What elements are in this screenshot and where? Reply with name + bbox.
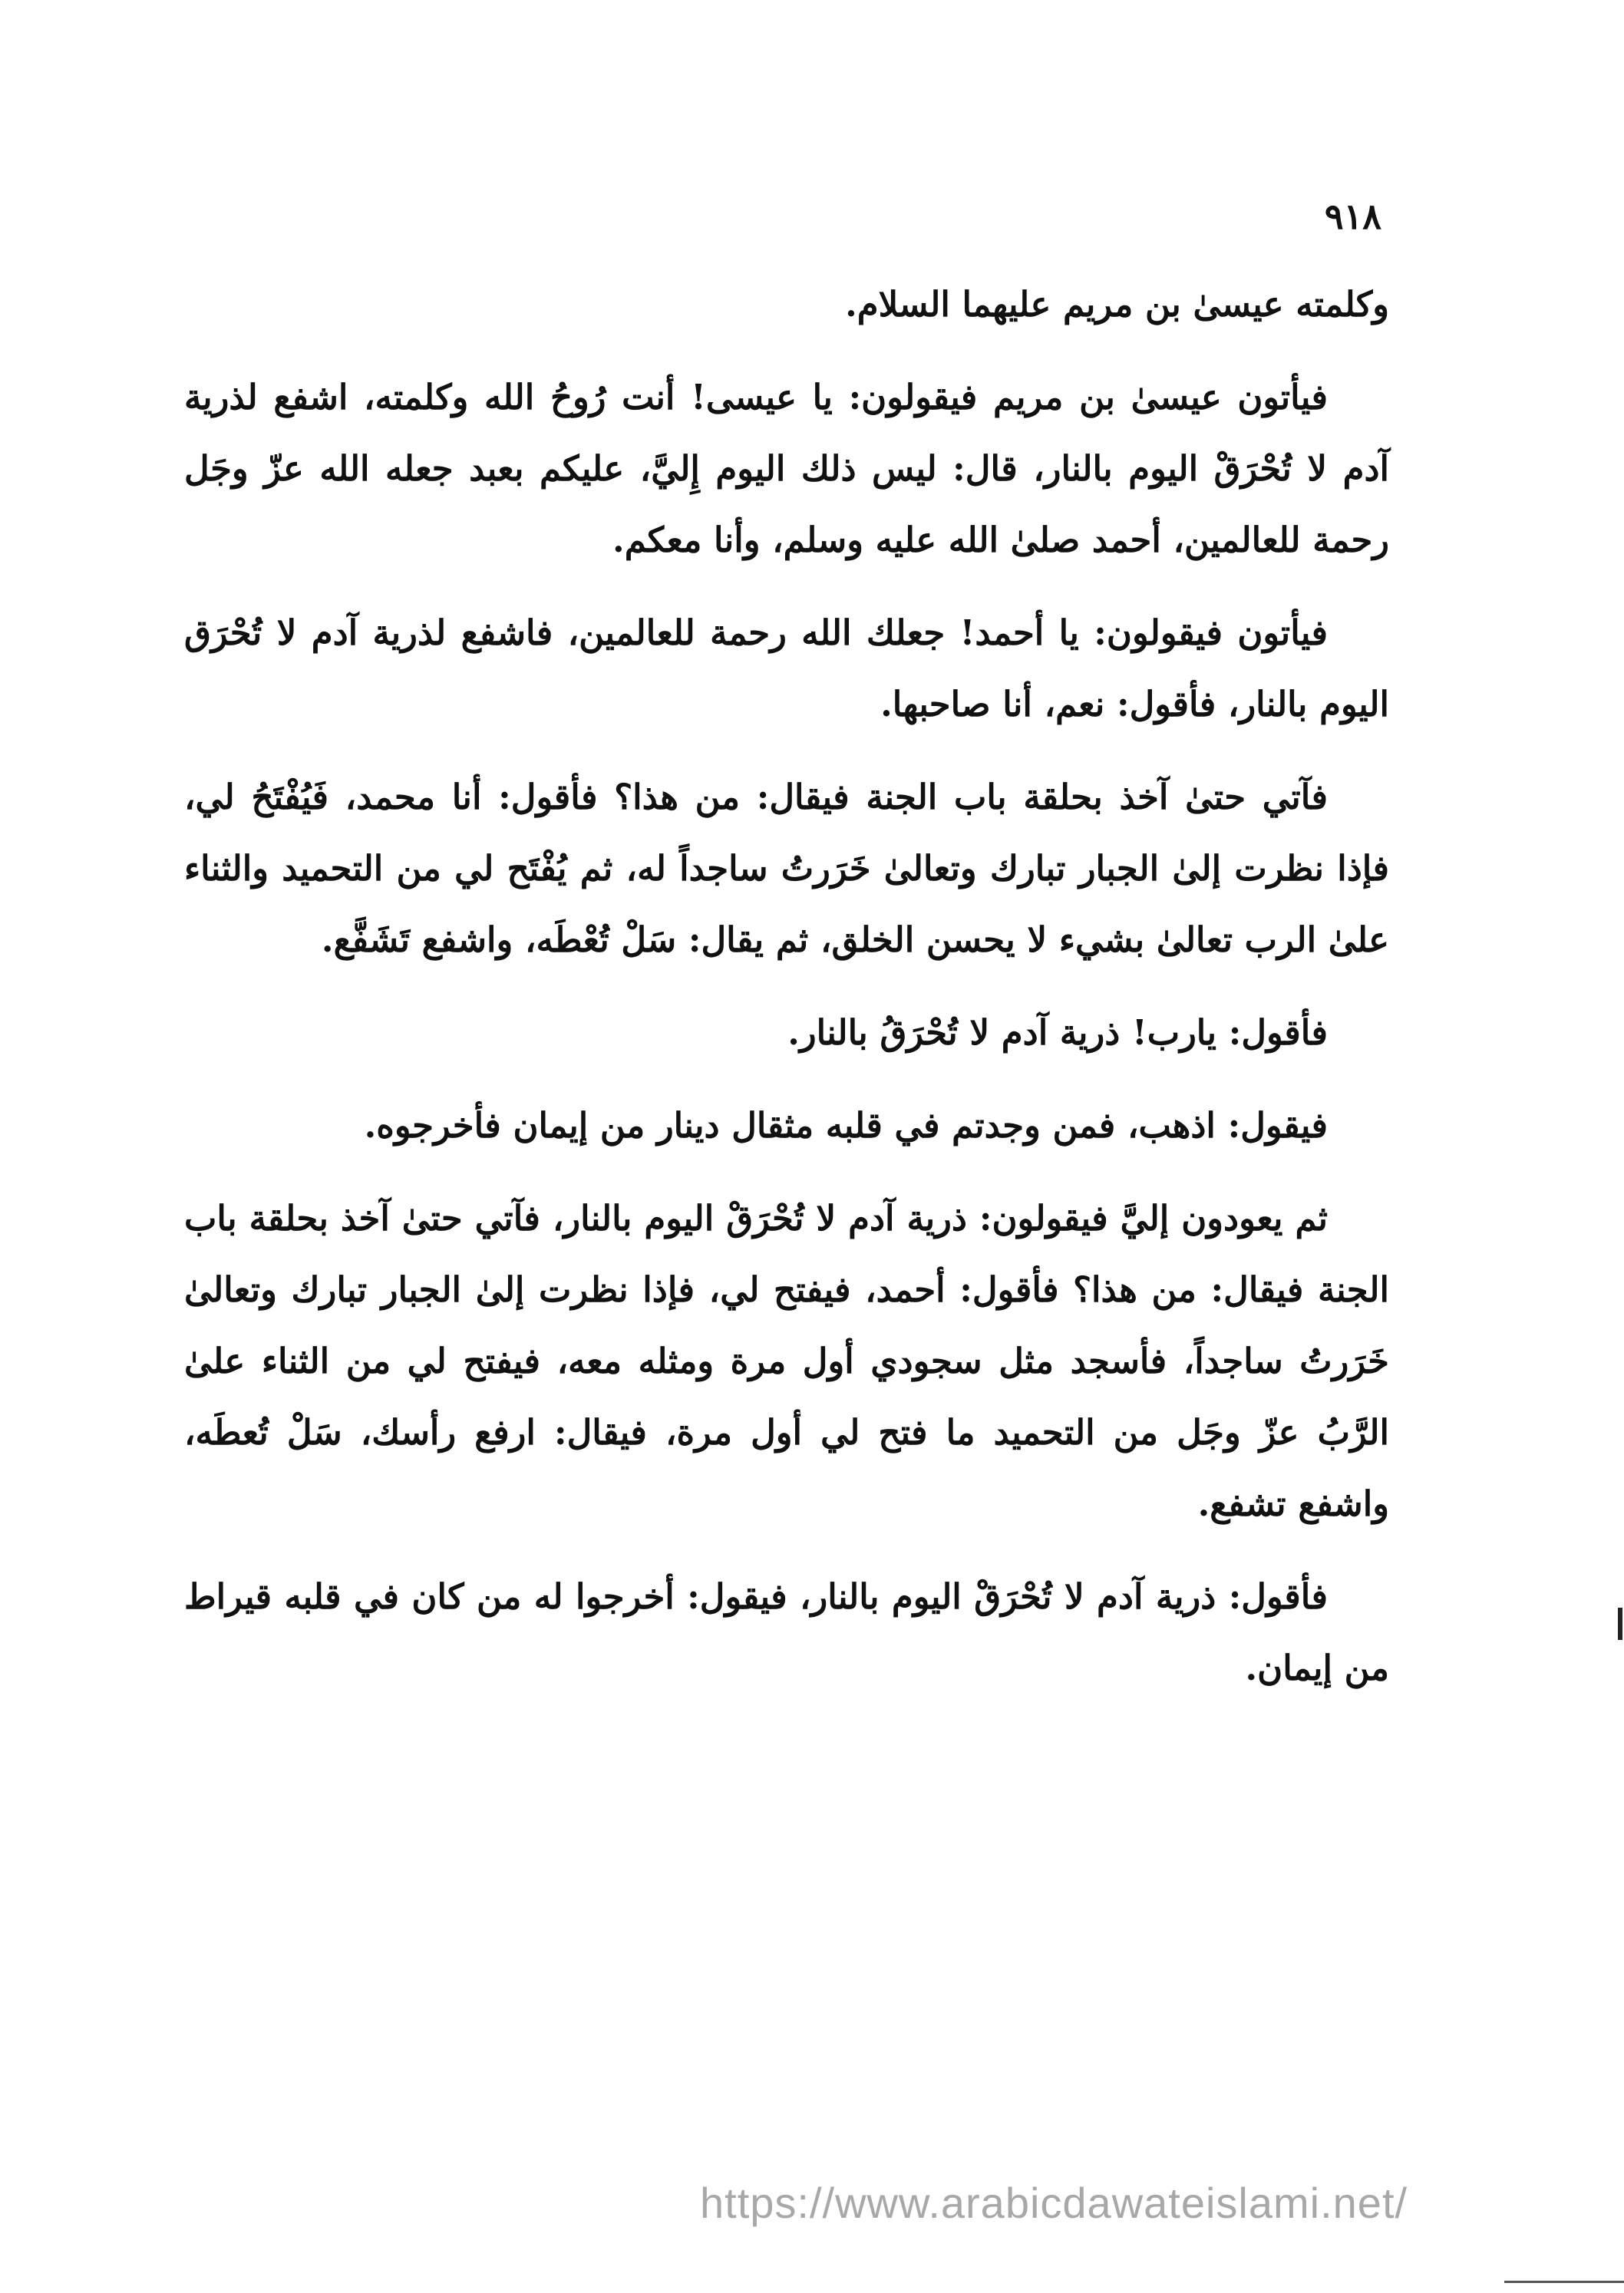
- bottom-scan-line: [1504, 2281, 1624, 2283]
- page-number: ٩١٨: [1324, 196, 1381, 237]
- paragraph: فآتي حتىٰ آخذ بحلقة باب الجنة فيقال: من هذا؟ فأقول: أنا محمد، فَيُفْتَحُ لي، فإذا نظرت إلىٰ الجبار تبارك وتعالىٰ خَرَرتُ ساجداً له، ثم يُفْتَح لي من التحميد والثناء علىٰ الرب تعالىٰ بشيء لا يحسن الخلق، ثم يقال: سَلْ تُعْطَه، واشفع تَشَفَّع.: [184, 777, 1389, 960]
- footer-url: https://www.arabicdawateislami.net/: [700, 2179, 1408, 2227]
- edge-scan-mark: [1618, 1608, 1622, 1640]
- paragraph: وكلمته عيسىٰ بن مريم عليهما السلام.: [845, 284, 1389, 325]
- paragraph: فيأتون عيسىٰ بن مريم فيقولون: يا عيسى! أنت رُوحُ الله وكلمته، اشفع لذرية آدم لا تُحْرَقْ اليوم بالنار، قال: ليس ذلك اليوم إِليَّ، عليكم بعبد جعله الله عزّ وجَل رحمة للعالمين، أحمد صلىٰ الله عليه وسلم، وأنا معكم.: [184, 377, 1389, 560]
- paragraph: ثم يعودون إليَّ فيقولون: ذرية آدم لا تُحْرَقْ اليوم بالنار، فآتي حتىٰ آخذ بحلقة باب الجنة فيقال: من هذا؟ فأقول: أحمد، فيفتح لي، فإذا نظرت إلىٰ الجبار تبارك وتعالىٰ خَرَرتُ ساجداً، فأسجد مثل سجودي أول مرة ومثله معه، فيفتح لي من الثناء علىٰ الرَّبُ عزّ وجَل من التحميد ما فتح لي أول مرة، فيقال: ارفع رأسك، سَلْ تُعطَه، واشفع تشفع.: [184, 1198, 1389, 1524]
- paragraph: فيقول: اذهب، فمن وجدتم في قلبه مثقال دينار من إيمان فأخرجوه.: [364, 1105, 1328, 1146]
- paragraph: فأقول: ذرية آدم لا تُحْرَقْ اليوم بالنار، فيقول: أخرجوا له من كان في قلبه قيراط من إيمان.: [184, 1576, 1389, 1688]
- paragraph: فيأتون فيقولون: يا أحمد! جعلك الله رحمة للعالمين، فاشفع لذرية آدم لا تُحْرَق اليوم بالنار، فأقول: نعم، أنا صاحبها.: [184, 612, 1389, 724]
- body-text: [184, 269, 1389, 1725]
- paragraph: فأقول: يارب! ذرية آدم لا تُحْرَقُ بالنار.: [787, 1012, 1328, 1053]
